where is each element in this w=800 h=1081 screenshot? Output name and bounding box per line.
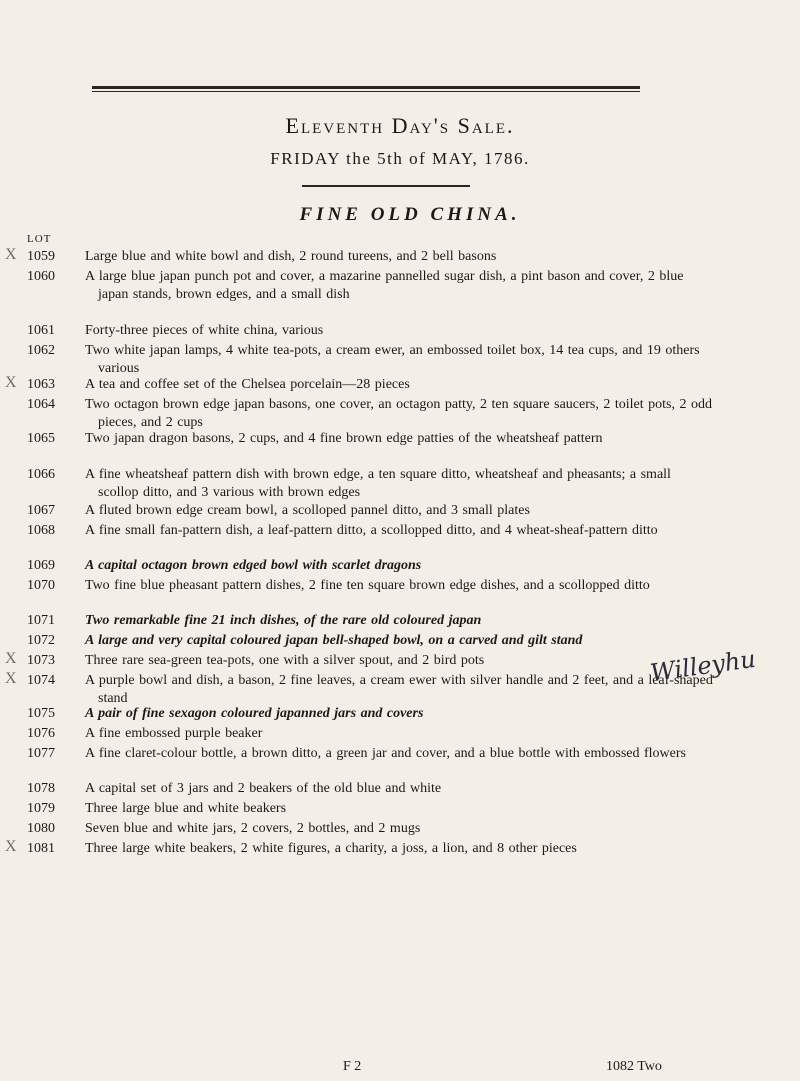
lot-number: 1059 [27, 249, 55, 264]
lot-description: Two octagon brown edge japan basons, one cover, an octagon patty, 2 ten square saucers, 2 toilet pots, 2 odd pieces, and 2 cups [85, 397, 712, 431]
lot-number: 1081 [27, 841, 55, 856]
lot-number: 1074 [27, 673, 55, 688]
lot-description: A large blue japan punch pot and cover, a mazarine pannelled sugar dish, a pint bason and cover, 2 blue japan stands, brown edges, and a small dish [85, 269, 684, 303]
lot-description: A fine claret-colour bottle, a brown ditto, a green jar and cover, and a blue bottle with embossed flowers [85, 746, 686, 761]
signature-mark: F 2 [343, 1059, 362, 1074]
margin-mark: X [5, 670, 17, 687]
lot-number: 1076 [27, 726, 55, 741]
lot-number: 1064 [27, 397, 55, 412]
lot-number: 1070 [27, 578, 55, 593]
lot-description: A fine wheatsheaf pattern dish with brown edge, a ten square ditto, wheatsheaf and pheasants; a small scollop ditto, and 3 various with brown edges [85, 467, 671, 501]
lot-number: 1073 [27, 653, 55, 668]
top-rule [92, 86, 640, 89]
lot-description: A purple bowl and dish, a bason, 2 fine leaves, a cream ewer with silver handle and 2 feet, and a leaf-shaped stand [85, 673, 713, 707]
lot-number: 1077 [27, 746, 55, 761]
lot-number: 1079 [27, 801, 55, 816]
lot-description: A capital octagon brown edged bowl with scarlet dragons [85, 558, 422, 573]
lot-number: 1068 [27, 523, 55, 538]
lot-number: 1071 [27, 613, 55, 628]
lot-description: A capital set of 3 jars and 2 beakers of the old blue and white [85, 781, 442, 796]
lot-number: 1080 [27, 821, 55, 836]
lot-description: Two fine blue pheasant pattern dishes, 2 fine ten square brown edge dishes, and a scollopped ditto [85, 578, 650, 593]
lot-description: A large and very capital coloured japan bell-shaped bowl, on a carved and gilt stand [85, 633, 583, 648]
page-title: Eleventh Day's Sale. [285, 113, 515, 138]
lot-number: 1069 [27, 558, 55, 573]
lot-number: 1067 [27, 503, 55, 518]
margin-mark: X [5, 838, 17, 855]
lot-number: 1072 [27, 633, 55, 648]
margin-mark: X [5, 246, 17, 263]
catchword: 1082 Two [606, 1059, 662, 1074]
lot-column-label: LOT [27, 233, 52, 245]
lot-description: A fine small fan-pattern dish, a leaf-pattern ditto, a scollopped ditto, and 4 wheat-sheaf-pattern ditto [85, 523, 658, 538]
sale-date: FRIDAY the 5th of MAY, 1786. [270, 149, 530, 168]
lot-number: 1075 [27, 706, 55, 721]
lot-number: 1078 [27, 781, 55, 796]
lot-description: A pair of fine sexagon coloured japanned jars and covers [85, 706, 424, 721]
lot-description: Two japan dragon basons, 2 cups, and 4 fine brown edge patties of the wheatsheaf pattern [85, 431, 603, 446]
lot-description: Two remarkable fine 21 inch dishes, of the rare old coloured japan [85, 613, 482, 628]
margin-mark: X [5, 374, 17, 391]
divider-rule [302, 185, 470, 187]
lot-description: Forty-three pieces of white china, various [85, 323, 324, 338]
lot-description: A tea and coffee set of the Chelsea porcelain—28 pieces [85, 377, 410, 392]
lot-description: A fine embossed purple beaker [85, 726, 263, 741]
lot-number: 1065 [27, 431, 55, 446]
lot-number: 1066 [27, 467, 55, 482]
section-heading: FINE OLD CHINA. [299, 204, 521, 225]
lot-description: Three rare sea-green tea-pots, one with a silver spout, and 2 bird pots [85, 653, 485, 668]
lot-description: Three large white beakers, 2 white figures, a charity, a joss, a lion, and 8 other pieces [85, 841, 577, 856]
lot-number: 1060 [27, 269, 55, 284]
top-rule-thin [92, 91, 640, 92]
lot-number: 1061 [27, 323, 55, 338]
handwritten-annotation: Willeyhu [648, 644, 758, 688]
lot-description: A fluted brown edge cream bowl, a scolloped pannel ditto, and 3 small plates [85, 503, 530, 518]
lot-number: 1063 [27, 377, 55, 392]
margin-mark: X [5, 650, 17, 667]
lot-number: 1062 [27, 343, 55, 358]
lot-description: Three large blue and white beakers [85, 801, 287, 816]
lot-description: Large blue and white bowl and dish, 2 round tureens, and 2 bell basons [85, 249, 497, 264]
lot-description: Two white japan lamps, 4 white tea-pots, a cream ewer, an embossed toilet box, 14 tea cups, and 19 others various [85, 343, 700, 377]
lot-description: Seven blue and white jars, 2 covers, 2 bottles, and 2 mugs [85, 821, 421, 836]
